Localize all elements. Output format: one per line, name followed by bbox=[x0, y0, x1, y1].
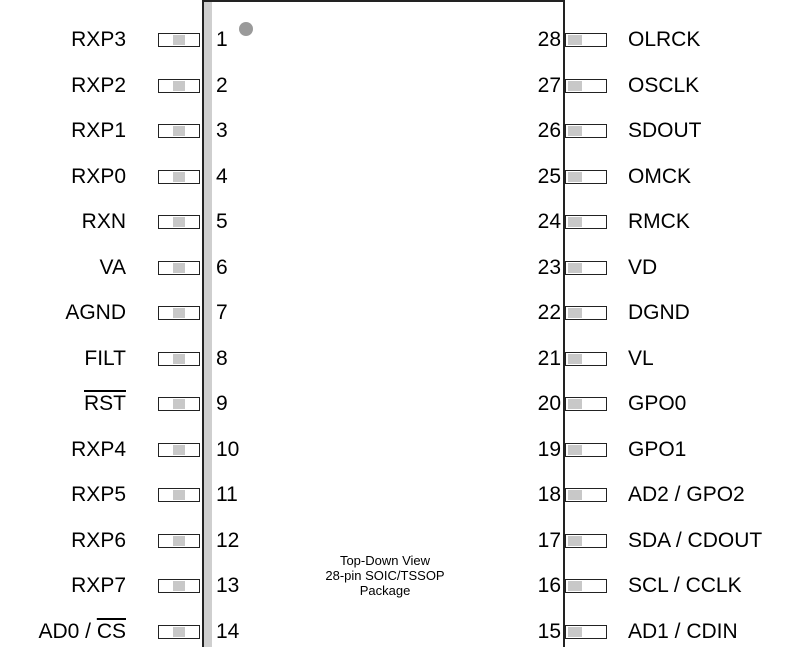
pin-label-name: VA bbox=[99, 255, 126, 279]
pin-label: OMCK bbox=[628, 164, 691, 188]
pin-label bbox=[100, 256, 126, 280]
pin-label-prefix: AD0 / bbox=[38, 619, 97, 643]
pin-number: 11 bbox=[216, 483, 238, 506]
pin-label bbox=[65, 301, 126, 325]
pin-lead-shade bbox=[568, 126, 582, 136]
pin-lead bbox=[565, 443, 607, 457]
pin-lead-shade bbox=[173, 217, 185, 227]
pin-label bbox=[84, 347, 126, 371]
pin-lead bbox=[565, 124, 607, 138]
chip-package bbox=[202, 0, 565, 647]
pin-label bbox=[71, 165, 126, 189]
pin-number: 24 bbox=[537, 210, 561, 233]
pin-label: GPO1 bbox=[628, 437, 687, 461]
pin-lead-shade bbox=[173, 308, 185, 318]
pin-label: OLRCK bbox=[628, 28, 701, 51]
pin-number: 7 bbox=[216, 301, 228, 324]
pin-number: 8 bbox=[216, 346, 228, 370]
pin-number: 12 bbox=[216, 528, 240, 552]
pin-lead bbox=[158, 352, 200, 366]
pin-label: SCL / CCLK bbox=[628, 574, 742, 597]
pin-lead bbox=[158, 33, 200, 47]
pin-label: SDA / CDOUT bbox=[628, 528, 763, 552]
pin-label-name: RXP2 bbox=[71, 73, 126, 97]
pin-label-name: RXP1 bbox=[71, 119, 126, 142]
pin-number: 2 bbox=[216, 73, 228, 97]
pin-label bbox=[38, 620, 126, 644]
pin-lead bbox=[158, 124, 200, 138]
pin-lead bbox=[158, 79, 200, 93]
pin-number: 14 bbox=[216, 619, 240, 643]
pin-label-name: RXN bbox=[81, 210, 126, 233]
pin-number: 5 bbox=[216, 210, 228, 233]
pin-lead bbox=[565, 397, 607, 411]
pin-number: 25 bbox=[537, 164, 561, 188]
pin-label: SDOUT bbox=[628, 119, 702, 142]
pin-label: GPO0 bbox=[628, 392, 687, 415]
pin-number: 1 bbox=[216, 28, 228, 51]
pin-label: RMCK bbox=[628, 210, 690, 233]
pin-lead-shade bbox=[568, 35, 582, 45]
pin-label-name: RXP4 bbox=[71, 437, 126, 461]
pin-lead-shade bbox=[173, 81, 185, 91]
pin-number: 20 bbox=[537, 392, 561, 415]
pin-lead bbox=[565, 534, 607, 548]
pin-lead-shade bbox=[568, 217, 582, 227]
pin-label-name: RXP5 bbox=[71, 483, 126, 506]
pin-lead-shade bbox=[173, 263, 185, 273]
pin-label-name: RXP7 bbox=[71, 574, 126, 597]
pin-lead-shade bbox=[568, 627, 582, 637]
pin-number: 15 bbox=[537, 619, 561, 643]
pin-label: AD2 / GPO2 bbox=[628, 483, 745, 506]
pin-label bbox=[71, 28, 126, 52]
pin-label bbox=[84, 392, 126, 416]
pin-lead-shade bbox=[173, 354, 185, 364]
pin-number: 18 bbox=[537, 483, 561, 506]
pin-label bbox=[82, 210, 126, 234]
caption-line-1: Top-Down View bbox=[339, 553, 431, 568]
pin-lead-shade bbox=[568, 354, 582, 364]
pin-lead bbox=[158, 261, 200, 275]
pin-lead bbox=[158, 306, 200, 320]
pin-lead-shade bbox=[173, 35, 185, 45]
pin-lead-shade bbox=[173, 399, 185, 409]
pin-lead-shade bbox=[568, 445, 582, 455]
pin-lead-shade bbox=[568, 581, 582, 591]
pin-lead bbox=[565, 79, 607, 93]
pin-label bbox=[71, 119, 126, 143]
pin-lead-shade bbox=[568, 399, 582, 409]
pin-label: VD bbox=[628, 255, 658, 279]
pin-lead bbox=[158, 215, 200, 229]
pin-label-name: AGND bbox=[65, 301, 126, 324]
pin-lead-shade bbox=[568, 490, 582, 500]
pin-label bbox=[71, 574, 126, 598]
pin-label bbox=[71, 74, 126, 98]
pin-number: 27 bbox=[537, 73, 561, 97]
pin-lead bbox=[565, 488, 607, 502]
pin-label-name: $\overline{CS}$ bbox=[96, 619, 126, 643]
pin-label: DGND bbox=[628, 301, 690, 324]
pin-number: 23 bbox=[537, 255, 561, 279]
chip-body bbox=[202, 0, 565, 647]
pin-label-name: RXP0 bbox=[71, 164, 126, 188]
pin-number: 19 bbox=[537, 437, 561, 461]
pin-lead bbox=[158, 170, 200, 184]
pin-lead bbox=[565, 33, 607, 47]
pin-lead-shade bbox=[568, 536, 582, 546]
pin-number: 9 bbox=[216, 392, 228, 415]
pin-lead-shade bbox=[173, 172, 185, 182]
pin-lead-shade bbox=[173, 445, 185, 455]
pin-lead-shade bbox=[568, 172, 582, 182]
pin-label bbox=[71, 438, 126, 462]
pin-number: 26 bbox=[537, 119, 561, 142]
pin-lead bbox=[158, 579, 200, 593]
pin-lead-shade bbox=[568, 263, 582, 273]
pin-label-name: RXP6 bbox=[71, 528, 126, 552]
pin-number: 28 bbox=[537, 28, 561, 51]
pin-label: AD1 / CDIN bbox=[628, 619, 738, 643]
pin-number: 21 bbox=[537, 346, 561, 370]
pin-lead bbox=[565, 261, 607, 275]
pin-lead bbox=[158, 625, 200, 639]
pin-lead bbox=[565, 625, 607, 639]
caption-line-2: 28-pin SOIC/TSSOP bbox=[325, 568, 445, 583]
pin-lead bbox=[158, 488, 200, 502]
pin-number: 3 bbox=[216, 119, 228, 142]
pin-label-name: RXP3 bbox=[71, 28, 126, 51]
pin-lead bbox=[565, 352, 607, 366]
pin-lead-shade bbox=[173, 536, 185, 546]
pin-label bbox=[71, 529, 126, 553]
pin-lead bbox=[565, 170, 607, 184]
pin-lead-shade bbox=[173, 627, 185, 637]
caption-line-3: Package bbox=[359, 583, 411, 598]
pin1-indicator-dot bbox=[239, 22, 253, 36]
pin-lead bbox=[565, 306, 607, 320]
pin-lead bbox=[565, 579, 607, 593]
pin-number: 17 bbox=[537, 528, 561, 552]
pin-lead-shade bbox=[568, 308, 582, 318]
pin-label-name: FILT bbox=[84, 346, 126, 370]
pin-label: OSCLK bbox=[628, 73, 700, 97]
pin-lead bbox=[565, 215, 607, 229]
pin-lead-shade bbox=[568, 81, 582, 91]
package-caption bbox=[300, 553, 470, 598]
pin-label-name: $\overline{RST}$ bbox=[84, 392, 126, 415]
pin-lead-shade bbox=[173, 490, 185, 500]
pin-number: 10 bbox=[216, 437, 240, 461]
pin-number: 13 bbox=[216, 574, 240, 597]
pin-lead-shade bbox=[173, 581, 185, 591]
pin-lead bbox=[158, 397, 200, 411]
pin-label: VL bbox=[628, 346, 654, 370]
pin-number: 22 bbox=[537, 301, 561, 324]
pin-lead bbox=[158, 443, 200, 457]
pin-label bbox=[71, 483, 126, 507]
pin-number: 16 bbox=[537, 574, 561, 597]
pin-number: 6 bbox=[216, 255, 228, 279]
pin-lead-shade bbox=[173, 126, 185, 136]
pin-lead bbox=[158, 534, 200, 548]
pin-number: 4 bbox=[216, 164, 228, 188]
